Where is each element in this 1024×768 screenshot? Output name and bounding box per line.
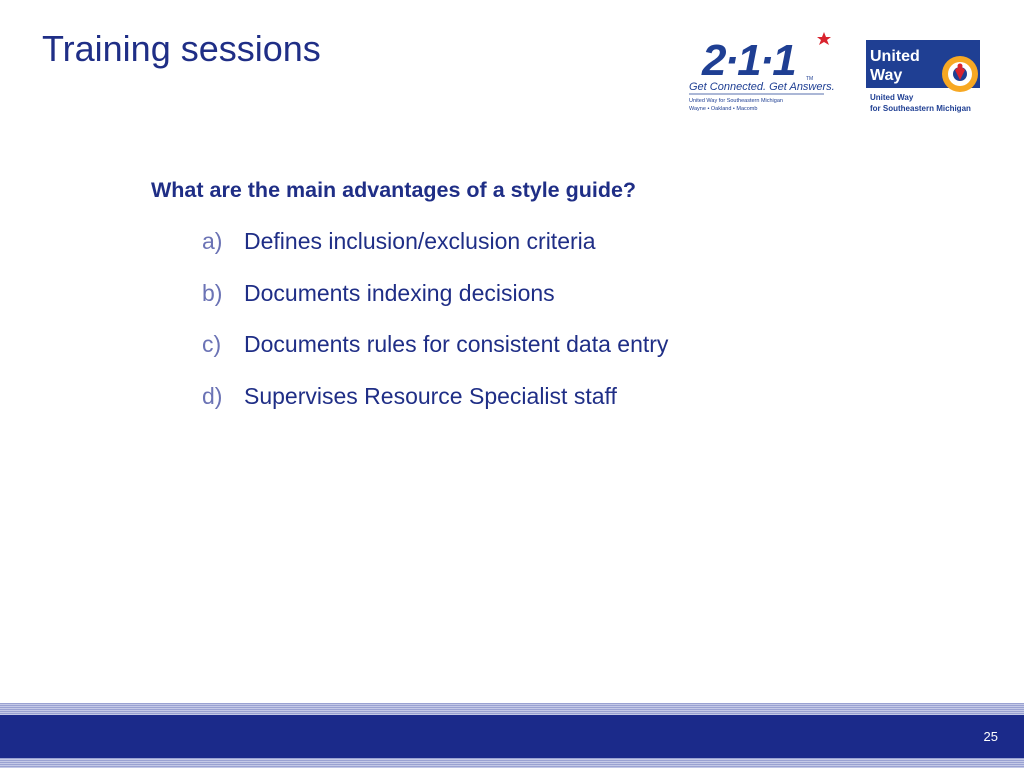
two-one-one-logo — [686, 28, 836, 120]
united-way-logo — [866, 40, 982, 118]
answer-options-list — [202, 228, 668, 434]
united-way-caption-2: for Southeastern Michigan — [870, 104, 971, 113]
two-one-one-tm: TM — [806, 76, 814, 82]
united-way-emblem-icon — [942, 56, 978, 92]
footer-stripe — [0, 703, 1024, 715]
united-way-word-2: Way — [870, 67, 903, 84]
option-text: Supervises Resource Specialist staff — [244, 382, 617, 409]
answer-option-a — [202, 228, 668, 280]
two-one-one-mark: 2·1·1 — [702, 36, 795, 85]
option-text: Documents indexing decisions — [244, 279, 555, 306]
option-letter: c) — [202, 331, 222, 357]
footer-bottom-stripe — [0, 758, 1024, 768]
option-text: Documents rules for consistent data entry — [244, 331, 669, 357]
option-letter: a) — [202, 228, 223, 254]
two-one-one-subline-2: Wayne • Oakland • Macomb — [689, 106, 758, 112]
option-letter: b) — [202, 279, 223, 306]
page-number: 25 — [983, 729, 998, 744]
footer-bar — [0, 715, 1024, 758]
two-one-one-tagline: Get Connected. Get Answers. — [689, 81, 835, 93]
united-way-caption-1: United Way — [870, 93, 914, 102]
answer-option-c — [202, 331, 668, 383]
option-letter: d) — [202, 382, 223, 409]
united-way-word-1: United — [870, 48, 920, 65]
option-text: Defines inclusion/exclusion criteria — [244, 228, 596, 254]
answer-option-d — [202, 383, 668, 435]
two-one-one-subline-1: United Way for Southeastern Michigan — [689, 98, 783, 104]
slide-title: Training sessions — [42, 28, 321, 69]
red-star-icon — [817, 32, 831, 45]
question-text: What are the main advantages of a style guide? — [151, 178, 637, 202]
answer-option-b — [202, 280, 668, 332]
